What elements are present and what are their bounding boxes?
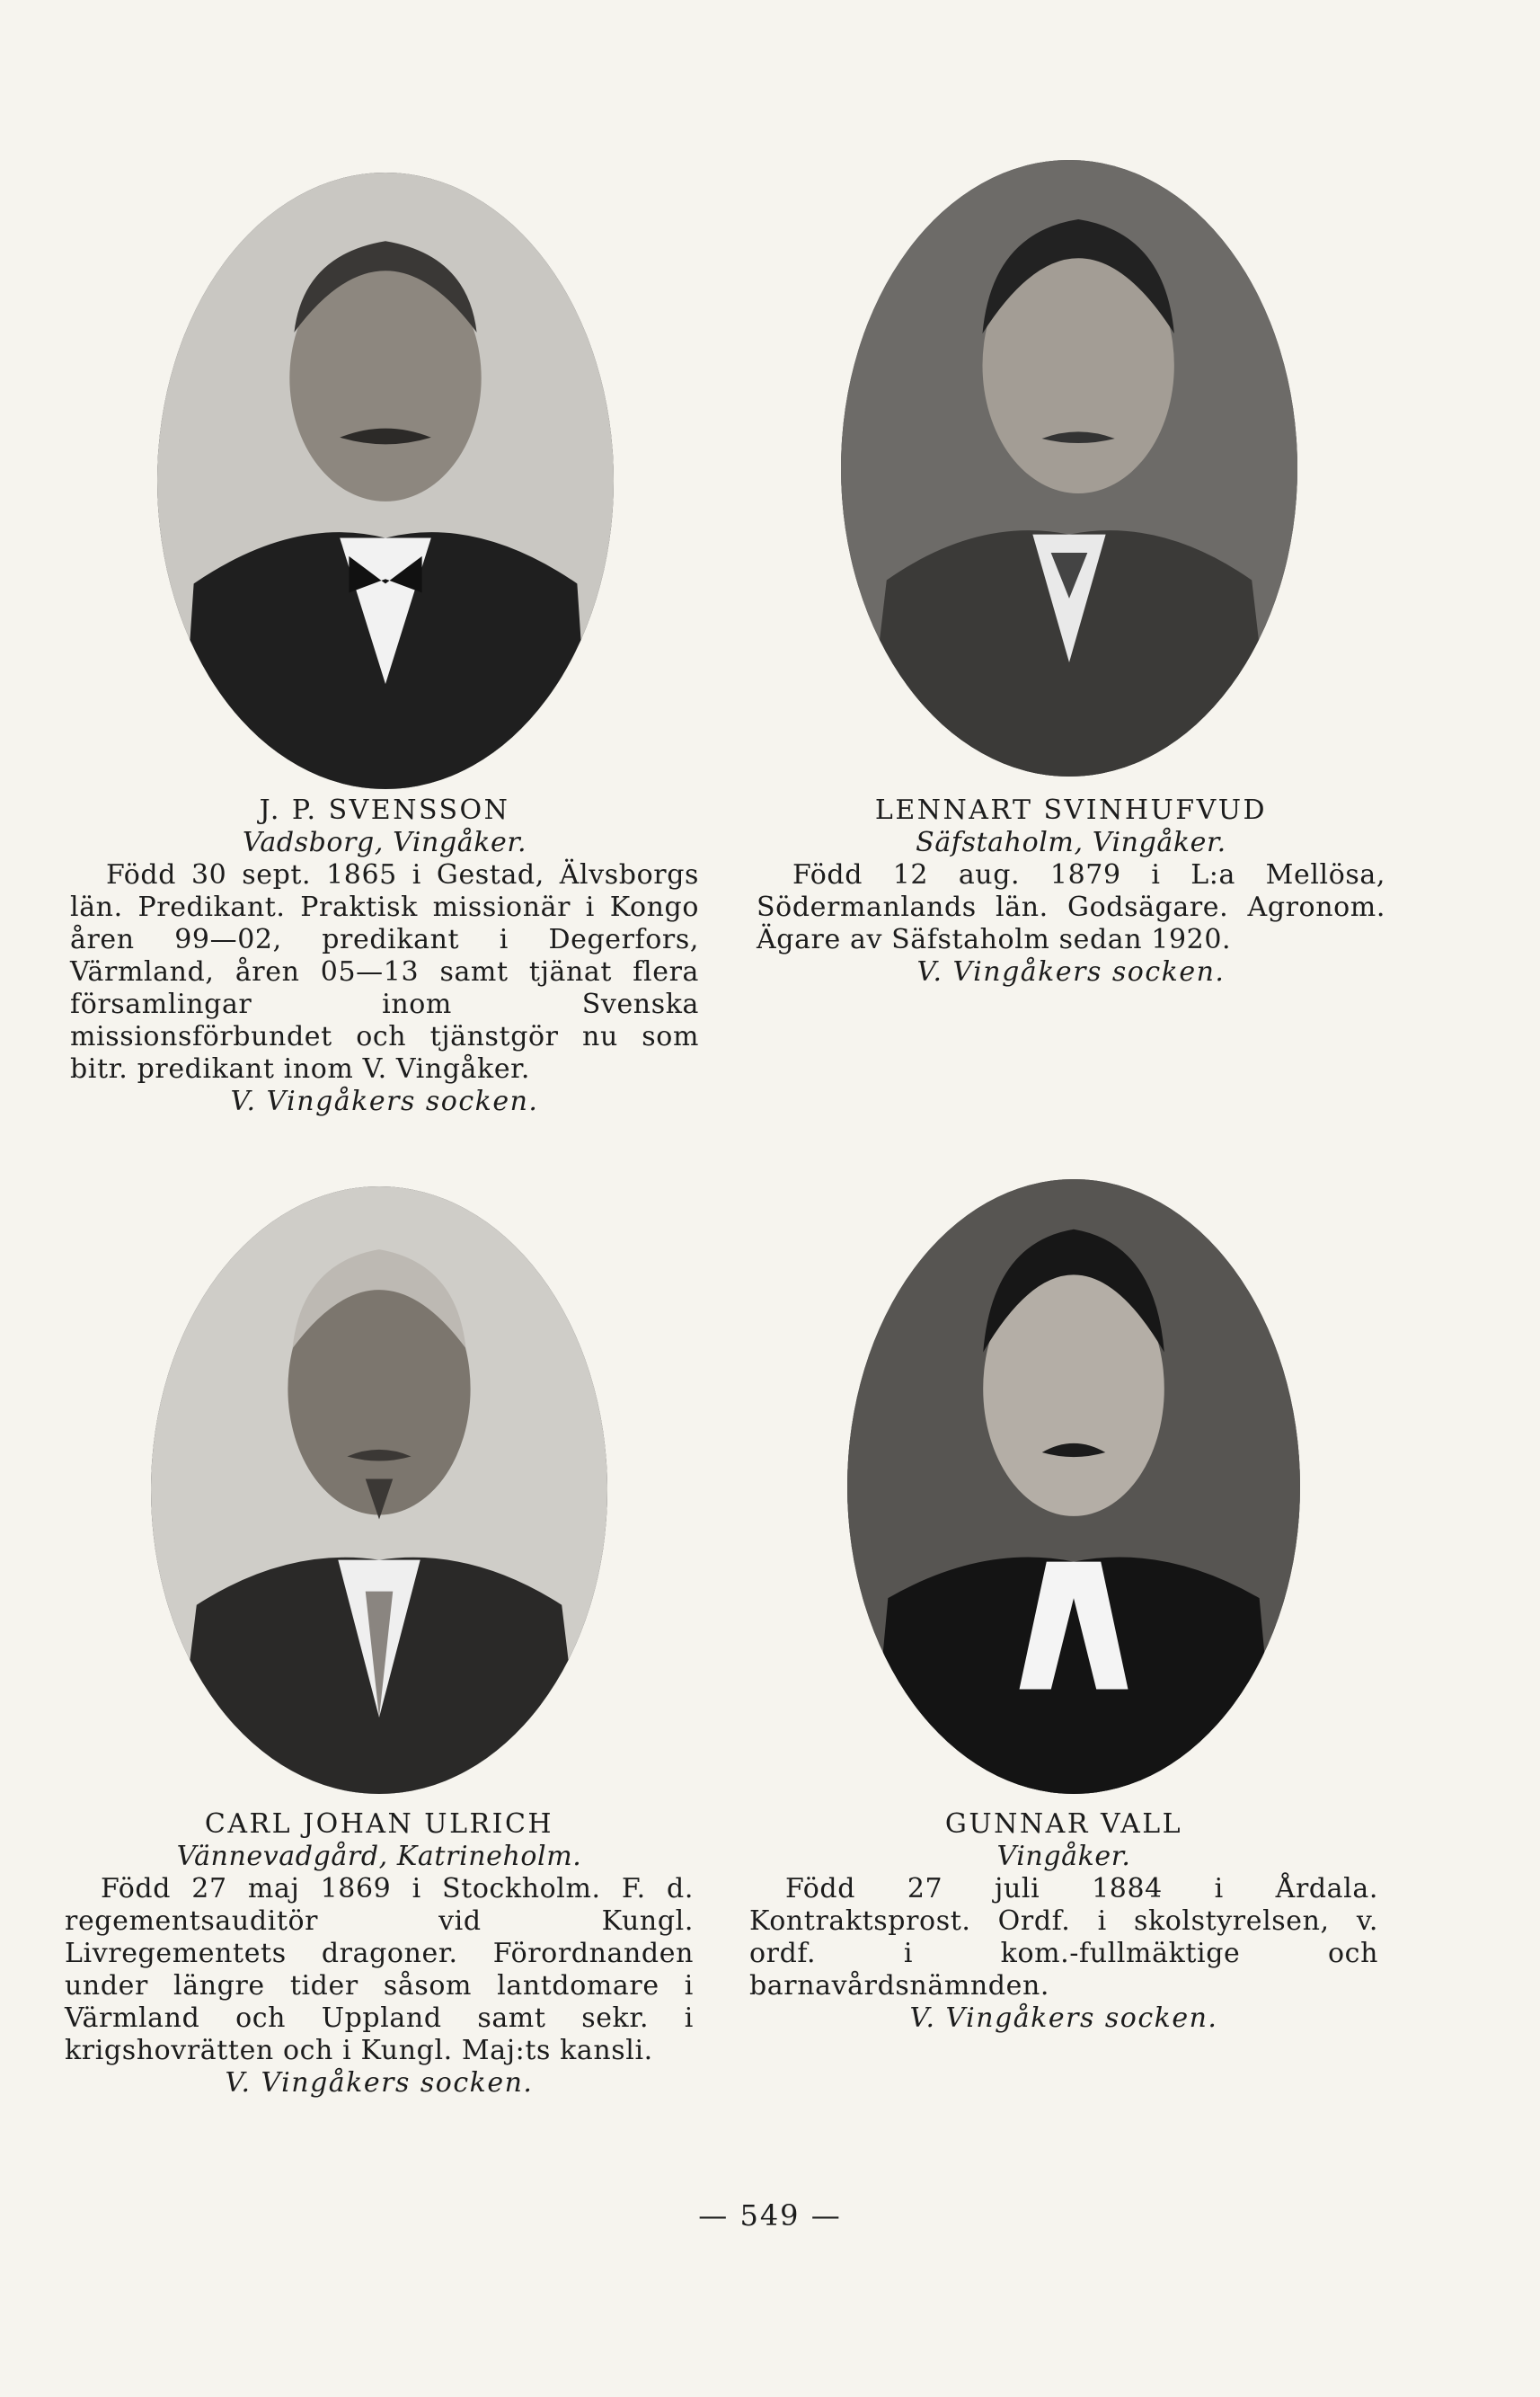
portrait-svinhufvud: [841, 160, 1297, 777]
person-residence: Säfstaholm, Vingåker.: [916, 827, 1226, 858]
person-biography: Född 27 juli 1884 i Årdala. Kontraktsprost. Ordf. i skolstyrelsen, v. ordf. i kom.-fullmäktige och barnavårdsnämnden.: [749, 1873, 1378, 2002]
person-biography: Född 12 aug. 1879 i L:a Mellösa, Södermanlands län. Godsägare. Agronom. Ägare av Säfstaholm sedan 1920.: [757, 859, 1385, 955]
person-parish: V. Vingåkers socken.: [909, 2002, 1218, 2034]
person-residence: Vännevadgård, Katrineholm.: [176, 1841, 582, 1872]
portrait-vall: [847, 1179, 1300, 1794]
person-biography: Född 30 sept. 1865 i Gestad, Älvsborgs län. Predikant. Praktisk missionär i Kongo åren 99—02, predikant i Degerfors, Värmland, åren 05—13 samt tjänat flera församlingar inom Svenska missionsförbundet och tjänstgör nu som bitr. predikant inom V. Vingåker.: [70, 859, 699, 1085]
person-residence: Vadsborg, Vingåker.: [242, 827, 527, 858]
portrait-ulrich: [151, 1186, 607, 1794]
bio-svinhufvud: [757, 795, 1385, 989]
portrait-svensson: [157, 173, 614, 789]
person-name: CARL JOHAN ULRICH: [204, 1808, 554, 1840]
page-number: — 549 —: [698, 2198, 842, 2233]
person-residence: Vingåker.: [996, 1841, 1131, 1872]
person-name: LENNART SVINHUFVUD: [874, 795, 1268, 826]
person-parish: V. Vingåkers socken.: [225, 2067, 534, 2099]
bio-svensson: [70, 795, 699, 1118]
person-biography: Född 27 maj 1869 i Stockholm. F. d. regementsauditör vid Kungl. Livregementets dragoner. Förordnanden under längre tider såsom lantdomare i Värmland och Uppland samt sekr. i krigshovrätten och i Kungl. Maj:ts kansli.: [65, 1873, 694, 2066]
person-name: J. P. SVENSSON: [259, 795, 510, 826]
bio-vall: [749, 1808, 1378, 2035]
person-name: GUNNAR VALL: [944, 1808, 1183, 1840]
person-parish: V. Vingåkers socken.: [916, 956, 1226, 988]
bio-ulrich: [65, 1808, 694, 2100]
person-parish: V. Vingåkers socken.: [230, 1086, 539, 1117]
